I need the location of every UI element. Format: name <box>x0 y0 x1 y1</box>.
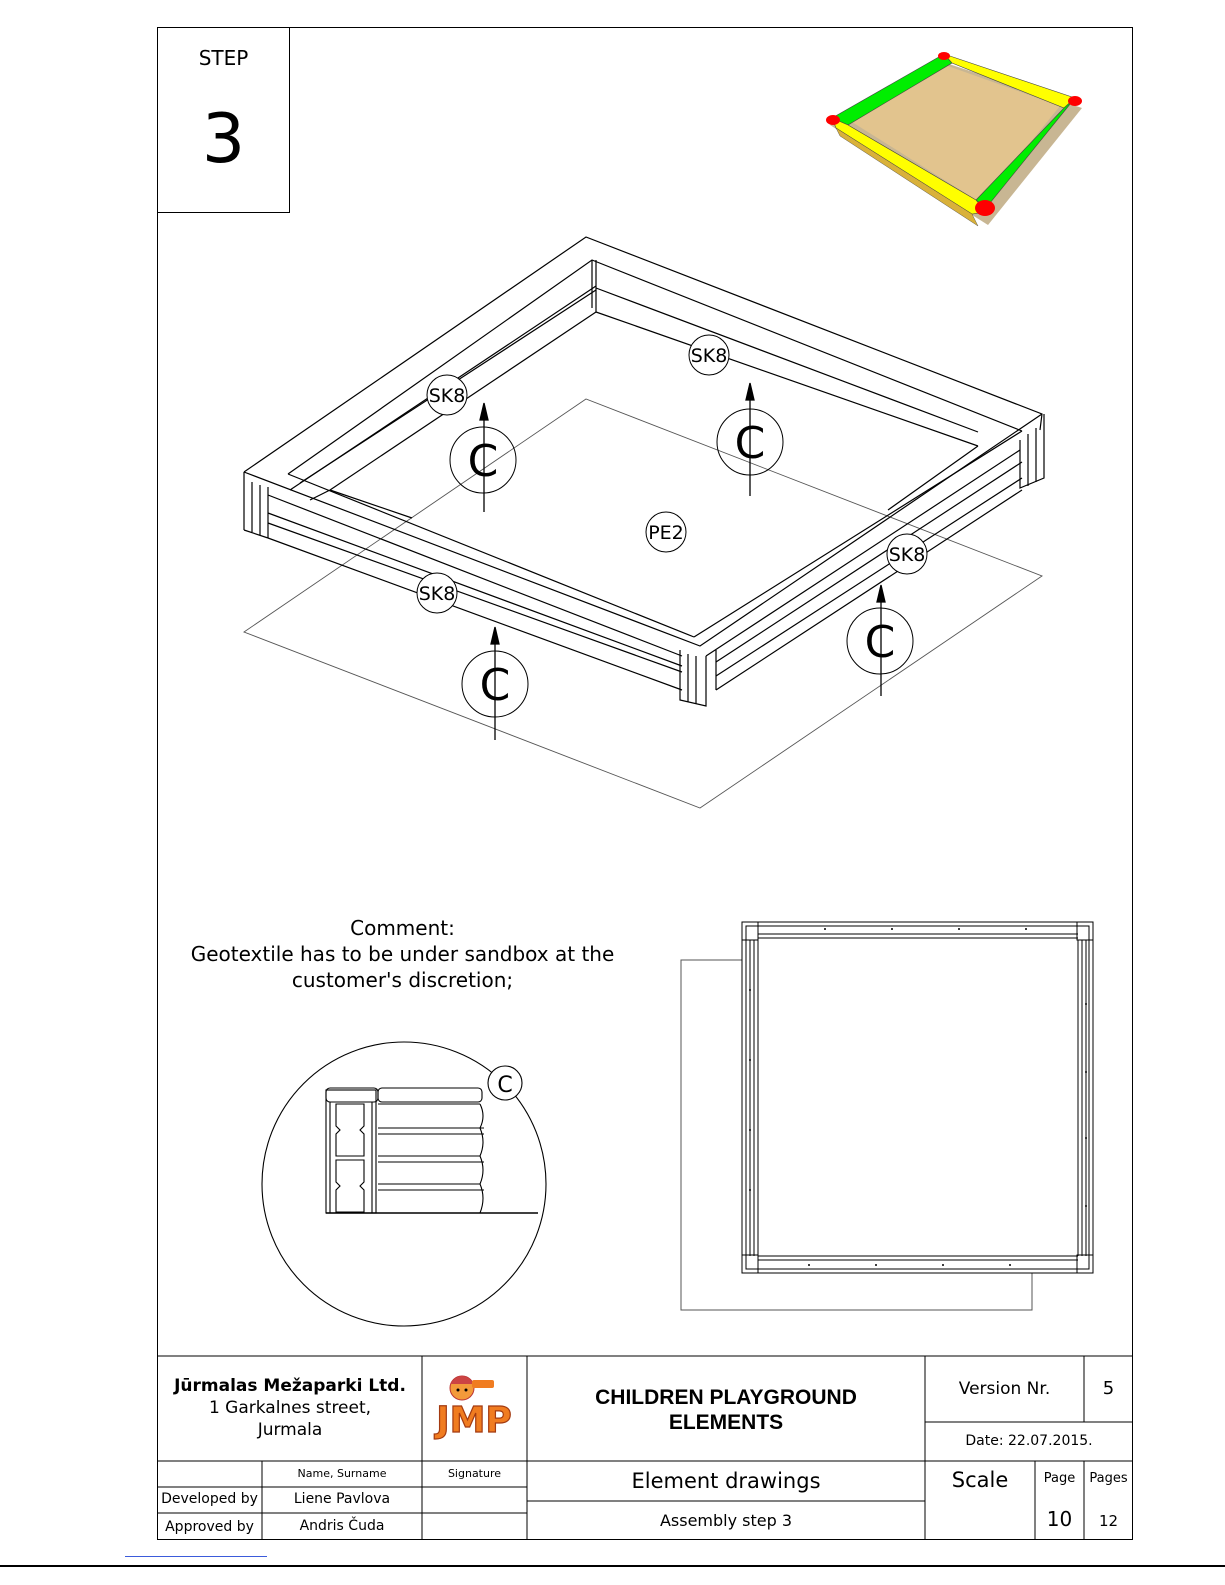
part-label-sk8: SK8 <box>418 583 456 605</box>
version-value: 5 <box>1102 1378 1115 1399</box>
bottom-link-underline[interactable] <box>125 1556 267 1557</box>
col-header-signature: Signature <box>447 1467 502 1480</box>
company-address-line: Jurmala <box>257 1420 323 1440</box>
pages-label: Pages <box>1089 1471 1128 1486</box>
company-name: Jūrmalas Mežaparki Ltd. <box>174 1376 406 1396</box>
step-number: 3 <box>201 100 246 179</box>
company-info <box>160 1375 420 1441</box>
part-label-sk8: SK8 <box>690 345 728 367</box>
company-address-line: 1 Garkalnes street, <box>208 1398 372 1418</box>
part-label-sk8: SK8 <box>888 544 926 566</box>
scale-label: Scale <box>951 1468 1009 1492</box>
developed-by-name: Liene Pavlova <box>293 1491 391 1507</box>
section-label: C <box>479 660 511 711</box>
developed-by-label: Developed by <box>161 1491 258 1507</box>
page-value: 10 <box>1046 1507 1073 1531</box>
pages-value: 12 <box>1098 1512 1119 1530</box>
title-line: CHILDREN PLAYGROUND <box>595 1386 857 1409</box>
page-label: Page <box>1043 1471 1076 1486</box>
drawing-type: Element drawings <box>631 1469 821 1493</box>
detail-label: C <box>497 1073 513 1098</box>
version-label: Version Nr. <box>958 1379 1051 1399</box>
drawing-title <box>527 1385 925 1435</box>
comment-line: Geotextile has to be under sandbox at the <box>190 942 615 966</box>
step-label: STEP <box>198 46 249 70</box>
drawing-name: Assembly step 3 <box>659 1511 793 1530</box>
approved-by-label: Approved by <box>165 1519 254 1535</box>
comment-line: customer's discretion; <box>291 968 514 992</box>
drawing-date: Date: 22.07.2015. <box>965 1433 1093 1449</box>
jmp-logo <box>433 1376 512 1441</box>
section-label: C <box>864 617 896 668</box>
col-header-name: Name, Surname <box>297 1467 387 1480</box>
bottom-rule <box>0 1565 1225 1567</box>
approved-by-name: Andris Čuda <box>299 1518 385 1534</box>
part-label-pe2: PE2 <box>648 522 684 544</box>
logo-text: JMP <box>436 1400 512 1441</box>
section-label: C <box>467 436 499 487</box>
comment-heading: Comment: <box>350 916 455 940</box>
title-line: ELEMENTS <box>668 1411 784 1434</box>
section-label: C <box>734 418 766 469</box>
part-label-sk8: SK8 <box>428 385 466 407</box>
